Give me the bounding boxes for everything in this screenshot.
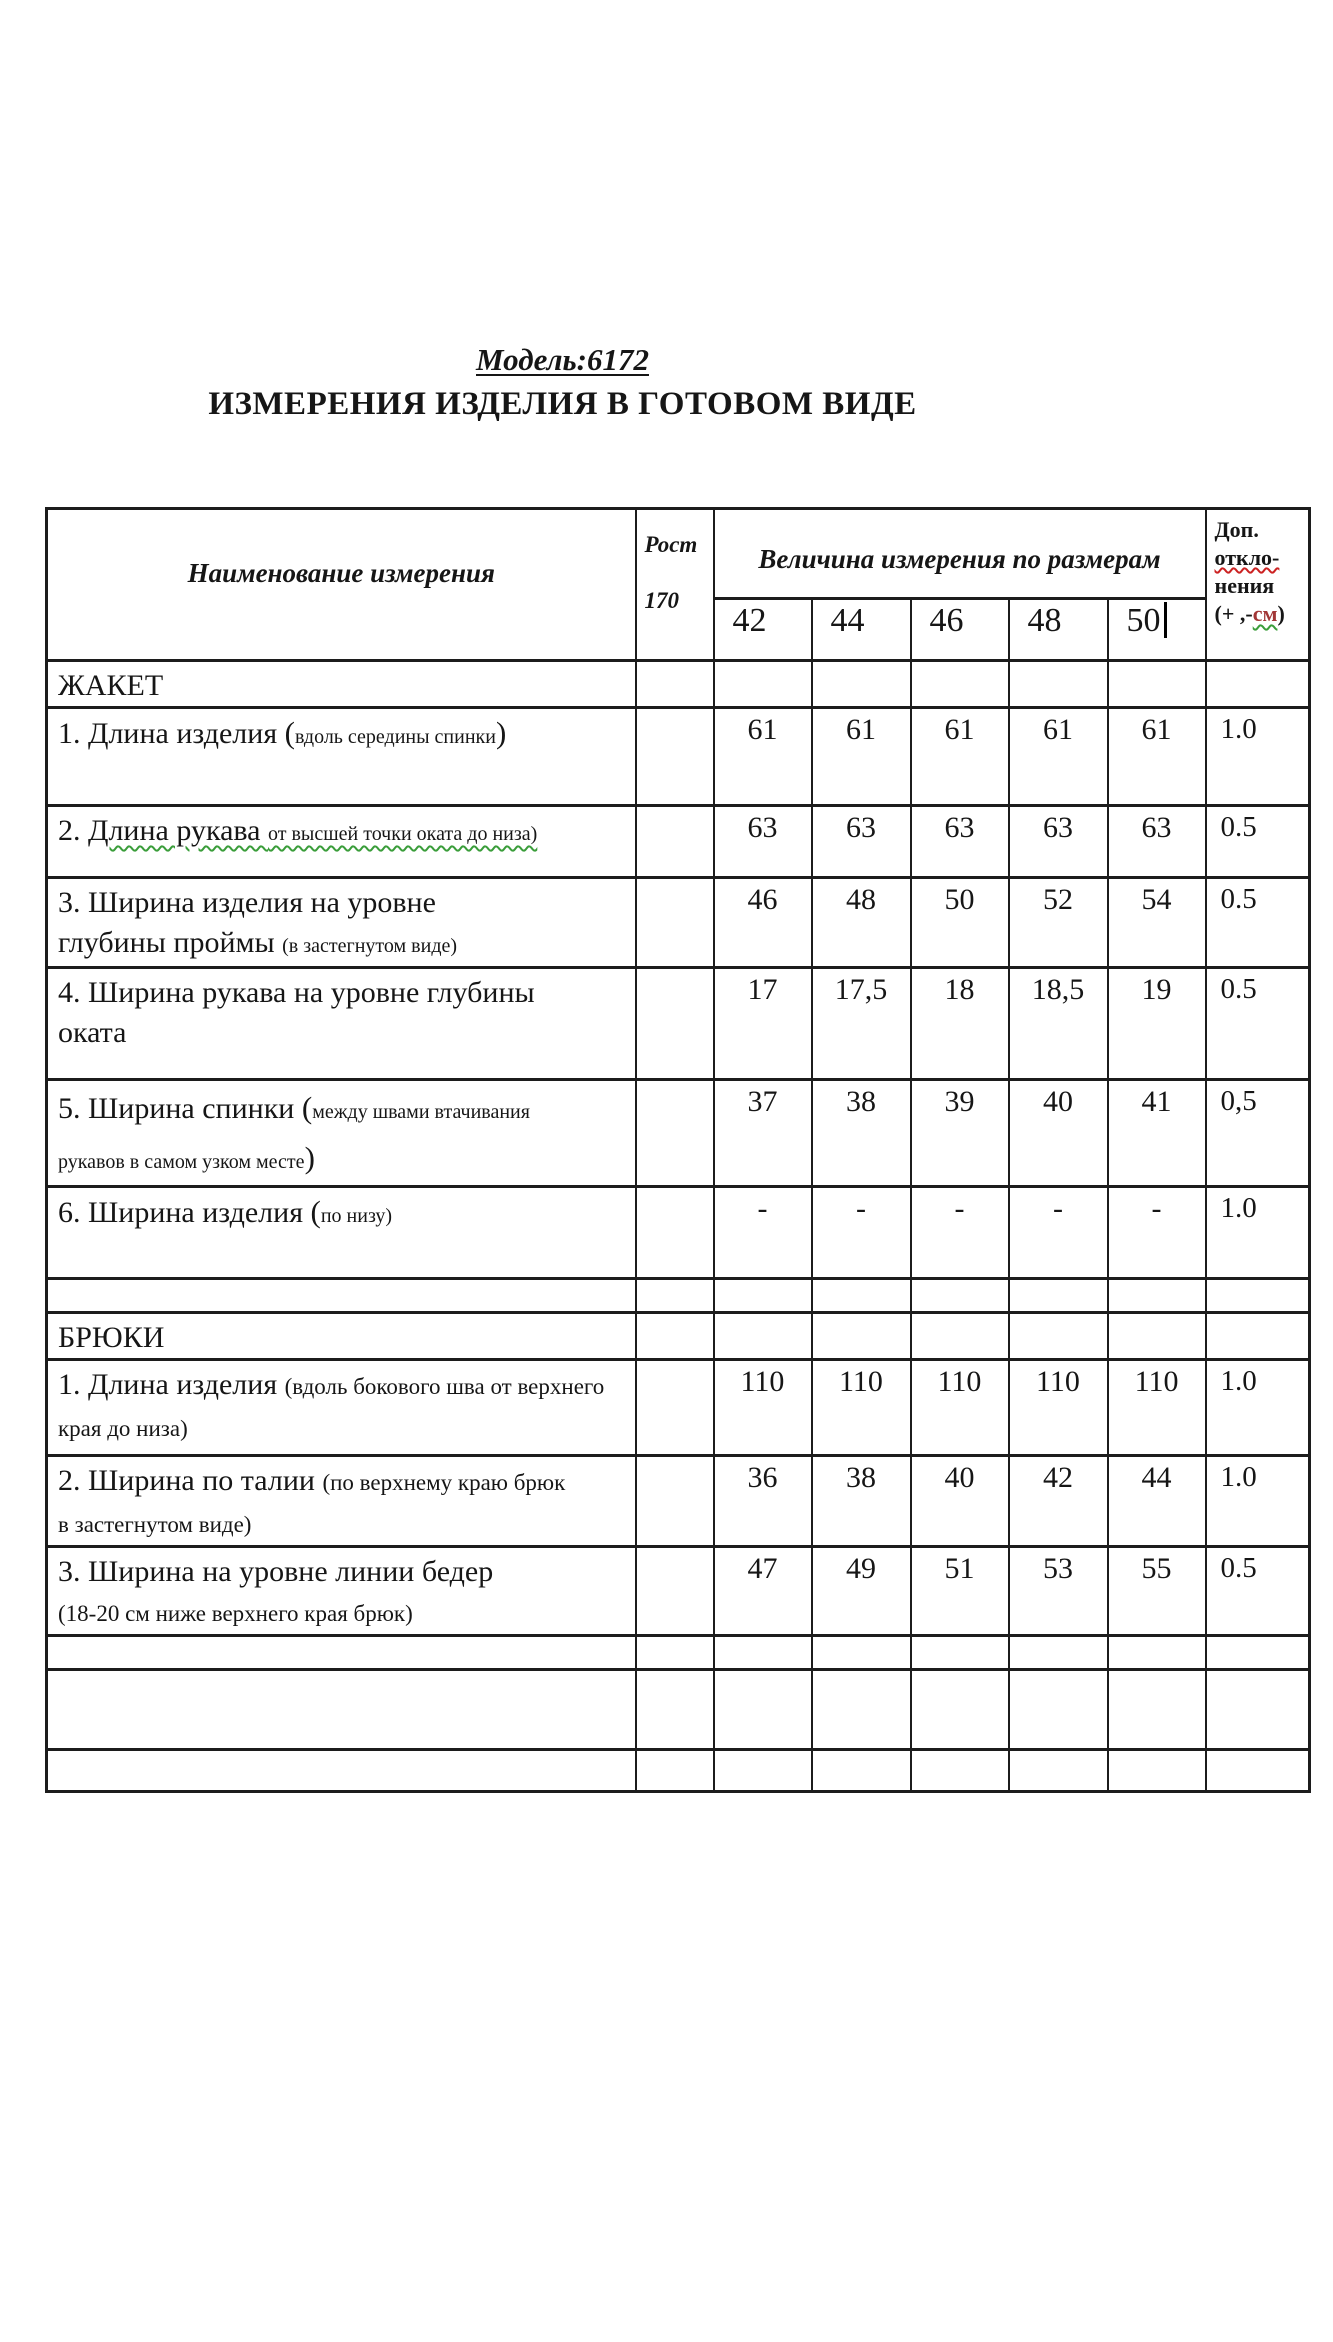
empty-cell bbox=[1108, 1636, 1206, 1670]
empty-row bbox=[47, 1670, 1310, 1750]
empty-cell bbox=[636, 1080, 714, 1187]
table-row bbox=[47, 968, 1310, 1080]
empty-cell bbox=[812, 661, 911, 708]
model-title: Модель:6172 bbox=[476, 342, 649, 377]
size-header-50[interactable]: 50 bbox=[1108, 599, 1206, 661]
value-cell: 38 bbox=[812, 1456, 911, 1547]
value-cell: 47 bbox=[714, 1547, 812, 1636]
value-cell: 18,5 bbox=[1009, 968, 1108, 1080]
height-value: 170 bbox=[644, 588, 679, 613]
empty-cell bbox=[636, 806, 714, 878]
value-cell: 63 bbox=[812, 806, 911, 878]
value-cell: 51 bbox=[911, 1547, 1009, 1636]
tolerance-cell: 0.5 bbox=[1206, 806, 1310, 878]
empty-cell bbox=[911, 1750, 1009, 1792]
empty-cell bbox=[1108, 1313, 1206, 1360]
empty-cell bbox=[812, 1636, 911, 1670]
document-page bbox=[0, 342, 1333, 1793]
table-row bbox=[47, 1080, 1310, 1187]
empty-cell bbox=[911, 1279, 1009, 1313]
value-cell: - bbox=[1108, 1187, 1206, 1279]
tolerance-cell: 1.0 bbox=[1206, 1456, 1310, 1547]
header-sizes-group bbox=[714, 509, 1206, 599]
sizes-group-label: Величина измерения по размерам bbox=[758, 544, 1161, 574]
empty-cell bbox=[1206, 1636, 1310, 1670]
measurement-label: 3. Ширина на уровне линии бедер (18-20 см ниже верхнего края брюк) bbox=[47, 1547, 636, 1636]
empty-cell bbox=[1108, 1670, 1206, 1750]
empty-row bbox=[47, 1636, 1310, 1670]
empty-cell bbox=[1009, 661, 1108, 708]
value-cell: 19 bbox=[1108, 968, 1206, 1080]
value-cell: 61 bbox=[1009, 708, 1108, 806]
section-row-jacket bbox=[47, 661, 1310, 708]
value-cell: 54 bbox=[1108, 878, 1206, 968]
value-cell: 44 bbox=[1108, 1456, 1206, 1547]
tolerance-unit: см bbox=[1252, 601, 1278, 626]
tolerance-line-2: откло- bbox=[1214, 545, 1280, 570]
section-title-jacket: ЖАКЕТ bbox=[47, 661, 636, 708]
size-header-42: 42 bbox=[714, 599, 812, 661]
size-header-46: 46 bbox=[911, 599, 1009, 661]
value-cell: 37 bbox=[714, 1080, 812, 1187]
value-cell: 17 bbox=[714, 968, 812, 1080]
value-cell: 61 bbox=[911, 708, 1009, 806]
empty-cell bbox=[47, 1279, 636, 1313]
value-cell: 52 bbox=[1009, 878, 1108, 968]
measurement-label: 5. Ширина спинки (между швами втачивания рукавов в самом узком месте) bbox=[47, 1080, 636, 1187]
value-cell: 63 bbox=[1108, 806, 1206, 878]
spacer-row bbox=[47, 1279, 1310, 1313]
table-row bbox=[47, 806, 1310, 878]
measurement-label: 2. Ширина по талии (по верхнему краю брюк в застегнутом виде) bbox=[47, 1456, 636, 1547]
value-cell: 110 bbox=[1009, 1360, 1108, 1456]
empty-cell bbox=[1009, 1670, 1108, 1750]
empty-cell bbox=[714, 1279, 812, 1313]
empty-row bbox=[47, 1750, 1310, 1792]
empty-cell bbox=[47, 1750, 636, 1792]
measurement-label: 1. Длина изделия (вдоль бокового шва от верхнего края до низа) bbox=[47, 1360, 636, 1456]
tolerance-line-3: нения bbox=[1214, 573, 1275, 598]
empty-cell bbox=[47, 1636, 636, 1670]
empty-cell bbox=[47, 1670, 636, 1750]
value-cell: 40 bbox=[911, 1456, 1009, 1547]
measurement-label: 6. Ширина изделия (по низу) bbox=[47, 1187, 636, 1279]
empty-cell bbox=[812, 1313, 911, 1360]
tolerance-line-4: (+ ,-см) bbox=[1214, 601, 1285, 626]
empty-cell bbox=[1206, 661, 1310, 708]
tolerance-cell: 0.5 bbox=[1206, 1547, 1310, 1636]
empty-cell bbox=[1206, 1670, 1310, 1750]
empty-cell bbox=[1009, 1750, 1108, 1792]
value-cell: 110 bbox=[812, 1360, 911, 1456]
header-measurement-name-label: Наименование измерения bbox=[187, 558, 495, 588]
empty-cell bbox=[636, 1360, 714, 1456]
empty-cell bbox=[911, 661, 1009, 708]
value-cell: 63 bbox=[1009, 806, 1108, 878]
value-cell: 61 bbox=[714, 708, 812, 806]
table-row bbox=[47, 1187, 1310, 1279]
empty-cell bbox=[1009, 1313, 1108, 1360]
empty-cell bbox=[714, 1636, 812, 1670]
empty-cell bbox=[636, 1279, 714, 1313]
size-header-44: 44 bbox=[812, 599, 911, 661]
page-title: ИЗМЕРЕНИЯ ИЗДЕЛИЯ В ГОТОВОМ ВИДЕ bbox=[208, 386, 917, 422]
table-row bbox=[47, 708, 1310, 806]
measurement-label: 1. Длина изделия (вдоль середины спинки) bbox=[47, 708, 636, 806]
tolerance-cell: 0.5 bbox=[1206, 878, 1310, 968]
value-cell: 36 bbox=[714, 1456, 812, 1547]
value-cell: 63 bbox=[714, 806, 812, 878]
size-header-48: 48 bbox=[1009, 599, 1108, 661]
value-cell: 63 bbox=[911, 806, 1009, 878]
value-cell: 38 bbox=[812, 1080, 911, 1187]
value-cell: 61 bbox=[812, 708, 911, 806]
empty-cell bbox=[1206, 1313, 1310, 1360]
empty-cell bbox=[1108, 1279, 1206, 1313]
table-row bbox=[47, 1547, 1310, 1636]
tolerance-cell: 1.0 bbox=[1206, 1187, 1310, 1279]
measurements-table bbox=[45, 507, 1311, 1793]
value-cell: 61 bbox=[1108, 708, 1206, 806]
value-cell: 39 bbox=[911, 1080, 1009, 1187]
tolerance-line-1: Доп. bbox=[1214, 517, 1259, 542]
empty-cell bbox=[1206, 1279, 1310, 1313]
empty-cell bbox=[812, 1750, 911, 1792]
value-cell: 110 bbox=[911, 1360, 1009, 1456]
grammar-underline: Длина рукава от высшей точки оката до низа) bbox=[88, 814, 538, 847]
empty-cell bbox=[636, 1750, 714, 1792]
empty-cell bbox=[714, 1313, 812, 1360]
tolerance-cell: 0.5 bbox=[1206, 968, 1310, 1080]
empty-cell bbox=[911, 1670, 1009, 1750]
value-cell: - bbox=[812, 1187, 911, 1279]
header-tolerance bbox=[1206, 509, 1310, 661]
empty-cell bbox=[636, 708, 714, 806]
value-cell: 17,5 bbox=[812, 968, 911, 1080]
empty-cell bbox=[1206, 1750, 1310, 1792]
table-row bbox=[47, 1360, 1310, 1456]
section-title-trousers: БРЮКИ bbox=[47, 1313, 636, 1360]
header-height-column bbox=[636, 509, 714, 661]
value-cell: - bbox=[911, 1187, 1009, 1279]
tolerance-cell: 1.0 bbox=[1206, 1360, 1310, 1456]
value-cell: 41 bbox=[1108, 1080, 1206, 1187]
table-row bbox=[47, 878, 1310, 968]
value-cell: 48 bbox=[812, 878, 911, 968]
empty-cell bbox=[714, 1670, 812, 1750]
measurement-label: 4. Ширина рукава на уровне глубины оката bbox=[47, 968, 636, 1080]
empty-cell bbox=[1009, 1636, 1108, 1670]
tolerance-cell: 0,5 bbox=[1206, 1080, 1310, 1187]
value-cell: - bbox=[1009, 1187, 1108, 1279]
empty-cell bbox=[911, 1636, 1009, 1670]
header-measurement-name bbox=[47, 509, 636, 661]
measurement-label: 2. Длина рукава от высшей точки оката до низа) bbox=[47, 806, 636, 878]
title-block bbox=[45, 342, 1080, 423]
empty-cell bbox=[812, 1279, 911, 1313]
empty-cell bbox=[714, 1750, 812, 1792]
measurement-label: 3. Ширина изделия на уровне глубины проймы (в застегнутом виде) bbox=[47, 878, 636, 968]
value-cell: 110 bbox=[1108, 1360, 1206, 1456]
empty-cell bbox=[636, 968, 714, 1080]
empty-cell bbox=[636, 1670, 714, 1750]
value-cell: 18 bbox=[911, 968, 1009, 1080]
value-cell: 40 bbox=[1009, 1080, 1108, 1187]
empty-cell bbox=[1009, 1279, 1108, 1313]
empty-cell bbox=[636, 1187, 714, 1279]
value-cell: - bbox=[714, 1187, 812, 1279]
value-cell: 42 bbox=[1009, 1456, 1108, 1547]
value-cell: 110 bbox=[714, 1360, 812, 1456]
empty-cell bbox=[714, 661, 812, 708]
value-cell: 50 bbox=[911, 878, 1009, 968]
empty-cell bbox=[636, 1636, 714, 1670]
empty-cell bbox=[636, 1547, 714, 1636]
section-row-trousers bbox=[47, 1313, 1310, 1360]
value-cell: 49 bbox=[812, 1547, 911, 1636]
empty-cell bbox=[636, 661, 714, 708]
empty-cell bbox=[636, 878, 714, 968]
empty-cell bbox=[636, 1456, 714, 1547]
header-row-top bbox=[47, 509, 1310, 599]
empty-cell bbox=[1108, 661, 1206, 708]
empty-cell bbox=[1108, 1750, 1206, 1792]
empty-cell bbox=[812, 1670, 911, 1750]
value-cell: 46 bbox=[714, 878, 812, 968]
value-cell: 53 bbox=[1009, 1547, 1108, 1636]
text-cursor bbox=[1164, 602, 1167, 638]
table-row bbox=[47, 1456, 1310, 1547]
value-cell: 55 bbox=[1108, 1547, 1206, 1636]
tolerance-cell: 1.0 bbox=[1206, 708, 1310, 806]
height-label: Рост bbox=[644, 532, 698, 557]
empty-cell bbox=[636, 1313, 714, 1360]
empty-cell bbox=[911, 1313, 1009, 1360]
